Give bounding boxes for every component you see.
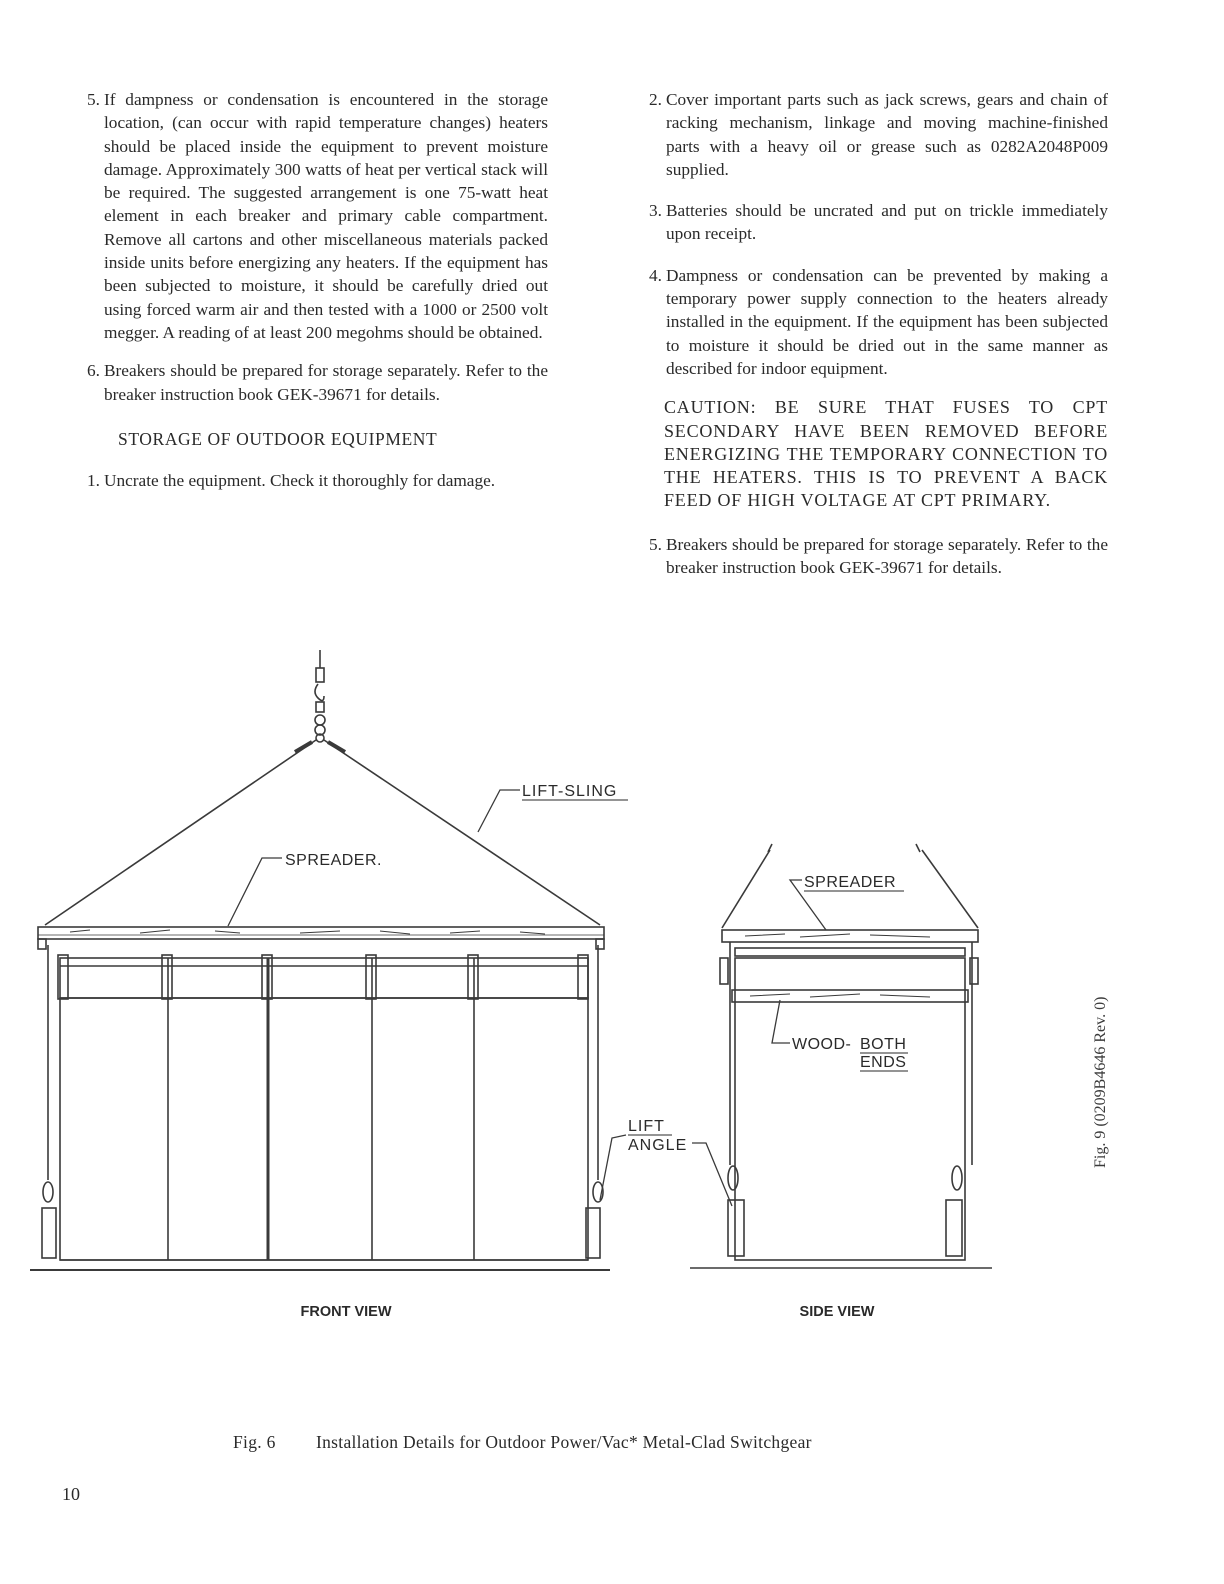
figure-reference: Fig. 9 (0209B4646 Rev. 0): [1092, 996, 1109, 1168]
list-item: [70, 469, 548, 492]
item-text: Cover important parts such as jack screws, gears and chain of racking mechanism, linkage and moving machine-finished parts with a heavy oil or grease such as 0282A2048P009 supplied.: [666, 90, 1108, 179]
list-item: [632, 88, 1108, 181]
right-column: [632, 88, 1108, 594]
item-number: 5.: [87, 90, 100, 109]
item-text: Dampness or condensation can be prevented by making a temporary power supply connection to the heaters already installed in the equipment. If the equipment has been subjected to moisture it should be dried out in the same manner as described for indoor equipment.: [666, 265, 1108, 378]
label-wood: WOOD-: [792, 1036, 852, 1053]
item-number: 4.: [649, 265, 662, 285]
item-text: Breakers should be prepared for storage separately. Refer to the breaker instruction book GEK-39671 for details.: [666, 534, 1108, 578]
spreader-bar: [38, 927, 604, 949]
list-item: [70, 88, 548, 344]
item-text: If dampness or condensation is encountered in the storage location, (can occur with rapid temperature changes) heaters should be placed inside the equipment to prevent moisture damage. Approximately 300 watts of heat per vertical stack will be required. The suggested arrangement is one 75-watt heat element in each breaker and primary cable compartment. Remove all cartons and other miscellaneous materials packed inside units before energizing any heaters. If the equipment has been subjected to moisture, it should be carefully dried out using forced warm air and then tested with a 1000 or 2500 volt megger. A reading of at least 200 megohms should be obtained.: [104, 90, 548, 342]
item-number: 6.: [87, 361, 100, 381]
figure-number: Fig. 6: [233, 1432, 276, 1452]
label-spreader-side: SPREADER: [804, 874, 897, 891]
leader-spreader-front: [228, 858, 282, 926]
label-angle: ANGLE: [628, 1137, 688, 1154]
list-item: [632, 199, 1108, 246]
installation-diagram: [0, 640, 1224, 1340]
label-ends: ENDS: [860, 1054, 907, 1071]
section-heading: STORAGE OF OUTDOOR EQUIPMENT: [118, 428, 438, 449]
item-number: 1.: [87, 471, 100, 491]
item-text: Breakers should be prepared for storage separately. Refer to the breaker instruction book GEK-39671 for details.: [104, 361, 548, 404]
side-view-label: SIDE VIEW: [799, 1304, 875, 1320]
label-both: BOTH: [860, 1036, 907, 1053]
front-lift-rods: [42, 945, 603, 1258]
list-item: [632, 264, 1108, 380]
label-spreader-front: SPREADER.: [285, 852, 382, 869]
leader-lift-angle-bracket: [600, 1135, 626, 1200]
page-number: 10: [62, 1484, 80, 1504]
figure-caption: [233, 1432, 812, 1453]
hoist-hook: [315, 650, 325, 742]
list-item: [632, 533, 1108, 580]
lift-sling: [45, 740, 600, 925]
item-text: Uncrate the equipment. Check it thoroughly for damage.: [104, 471, 496, 491]
side-switchgear: [690, 844, 992, 1268]
list-item: [70, 359, 548, 406]
leader-wood: [772, 1000, 790, 1043]
leader-lift-sling: [478, 790, 520, 832]
item-number: 5.: [649, 534, 662, 554]
item-number: 3.: [649, 201, 662, 221]
left-column: [70, 88, 548, 507]
front-switchgear: [30, 955, 610, 1270]
label-lift: LIFT: [628, 1118, 665, 1135]
leader-lift-angle: [692, 1143, 732, 1206]
caution-note: CAUTION: BE SURE THAT FUSES TO CPT SECONDARY HAVE BEEN REMOVED BEFORE ENERGIZING THE TEMPORARY CONNECTION TO THE HEATERS. THIS IS TO PREVENT A BACK FEED OF HIGH VOLTAGE AT CPT PRIMARY.: [664, 397, 1108, 511]
item-text: Batteries should be uncrated and put on trickle immediately upon receipt.: [666, 201, 1108, 244]
item-number: 2.: [649, 90, 662, 109]
label-lift-sling: LIFT-SLING: [522, 783, 618, 800]
figure-caption-text: Installation Details for Outdoor Power/Vac* Metal-Clad Switchgear: [316, 1432, 812, 1452]
front-view-label: FRONT VIEW: [300, 1304, 392, 1320]
